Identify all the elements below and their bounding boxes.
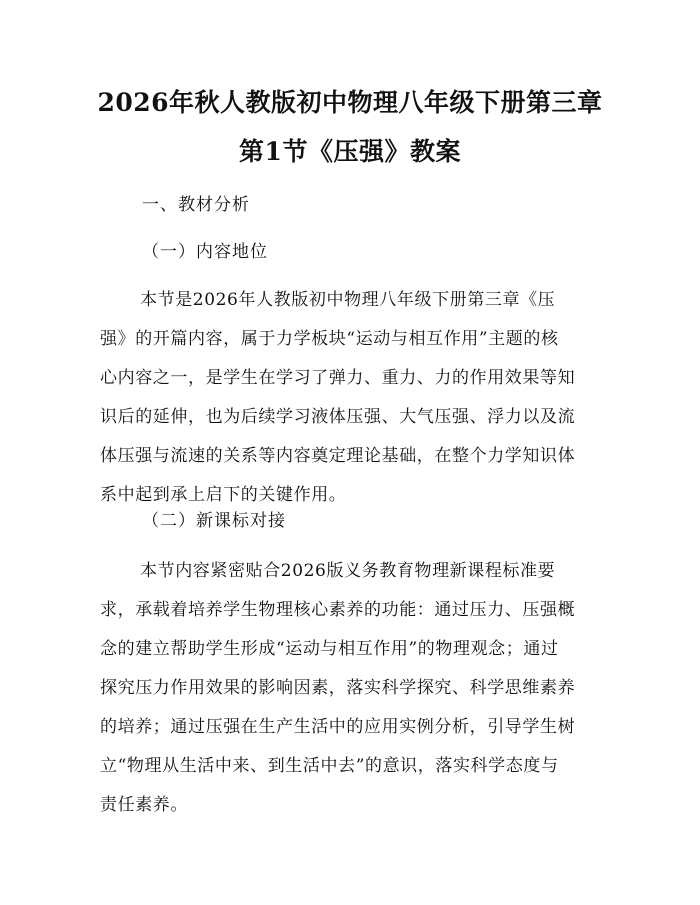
paragraph-line: 识后的延伸，也为后续学习液体压强、大气压强、浮力以及流	[100, 407, 576, 427]
paragraph-line: 系中起到承上启下的关键作用。	[100, 485, 347, 505]
paragraph-line: 本节内容紧密贴合2026版义务教育物理新课程标准要	[140, 561, 556, 581]
document-title-line-2: 第1节《压强》教案	[239, 137, 461, 166]
paragraph-line: 强》的开篇内容，属于力学板块“运动与相互作用”主题的核	[100, 329, 559, 349]
document-title-line-1: 2026年秋人教版初中物理八年级下册第三章	[97, 88, 603, 117]
paragraph-line: 念的建立帮助学生形成“运动与相互作用”的物理观念；通过	[100, 639, 559, 659]
section-heading-textbook-analysis: 一、教材分析	[142, 195, 250, 215]
paragraph-line: 本节是2026年人教版初中物理八年级下册第三章《压	[140, 290, 556, 310]
paragraph-content-position	[100, 281, 620, 515]
paragraph-line: 立“物理从生活中来、到生活中去”的意识，落实科学态度与	[100, 756, 559, 776]
paragraph-line: 探究压力作用效果的影响因素，落实科学探究、科学思维素养	[100, 678, 576, 698]
paragraph-curriculum-standard	[100, 552, 620, 825]
paragraph-line: 求，承载着培养学生物理核心素养的功能：通过压力、压强概	[100, 600, 576, 620]
paragraph-line: 责任素养。	[100, 795, 188, 815]
paragraph-line: 的培养；通过压强在生产生活中的应用实例分析，引导学生树	[100, 717, 576, 737]
subsection-heading-curriculum-standard: （二）新课标对接	[142, 511, 286, 531]
subsection-heading-content-position: （一）内容地位	[142, 242, 268, 262]
paragraph-line: 心内容之一，是学生在学习了弹力、重力、力的作用效果等知	[100, 368, 576, 388]
paragraph-line: 体压强与流速的关系等内容奠定理论基础，在整个力学知识体	[100, 446, 576, 466]
